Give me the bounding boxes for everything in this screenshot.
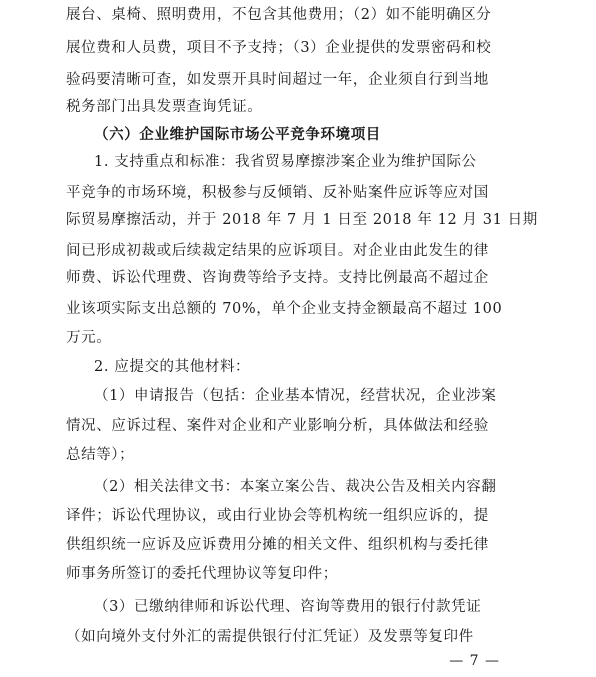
- paragraph-line: （1）申请报告（包括：企业基本情况，经营状况，企业涉案: [94, 388, 497, 404]
- paragraph-line: 供组织统一应诉及应诉费用分摊的相关文件、组织机构与委托律: [66, 537, 489, 553]
- paragraph-line: 展位费和人员费，项目不予支持；（3）企业提供的发票密码和校: [66, 40, 492, 56]
- paragraph-line: 展台、桌椅、照明费用，不包含其他费用；（2）如不能明确区分: [66, 7, 492, 23]
- paragraph-line: 师费、诉讼代理费、咨询费等给予支持。支持比例最高不超过企: [66, 270, 489, 286]
- paragraph-line: 际贸易摩擦活动，并于 2018 年 7 月 1 日至 2018 年 12 月 31 日期: [66, 212, 538, 228]
- paragraph-line: 平竞争的市场环境，积极参与反倾销、反补贴案件应诉等应对国: [66, 185, 489, 201]
- paragraph-line: （2）相关法律文书：本案立案公告、裁决公告及相关内容翻: [94, 479, 497, 495]
- paragraph-line: 1. 支持重点和标准：我省贸易摩擦涉案企业为维护国际公: [94, 154, 477, 170]
- paragraph-line: 情况、应诉过程、案件对企业和产业影响分析，具体做法和经验: [66, 418, 489, 434]
- page-number: — 7 —: [449, 653, 500, 669]
- section-heading: （六）企业维护国际市场公平竞争环境项目: [94, 126, 381, 143]
- paragraph-line: 万元。: [66, 330, 112, 346]
- paragraph-line: 译件；诉讼代理协议，或由行业协会等机构统一组织应诉的，提: [66, 508, 489, 524]
- paragraph-line: （3）已缴纳律师和诉讼代理、咨询等费用的银行付款凭证: [94, 599, 482, 615]
- paragraph-line: 间已形成初裁或后续裁定结果的应诉项目。对企业由此发生的律: [66, 243, 489, 259]
- paragraph-line: 总结等）；: [66, 447, 135, 463]
- paragraph-line: 2. 应提交的其他材料：: [94, 359, 251, 375]
- paragraph-line: 验码要清晰可查，如发票开具时间超过一年，企业须自行到当地: [66, 72, 489, 88]
- paragraph-line: 税务部门出具发票查询凭证。: [66, 99, 263, 115]
- paragraph-line: （如向境外支付外汇的需提供银行付汇凭证）及发票等复印件: [66, 629, 474, 645]
- paragraph-line: 业该项实际支出总额的 70%，单个企业支持金额最高不超过 100: [66, 301, 503, 317]
- paragraph-line: 师事务所签订的委托代理协议等复印件；: [66, 566, 338, 582]
